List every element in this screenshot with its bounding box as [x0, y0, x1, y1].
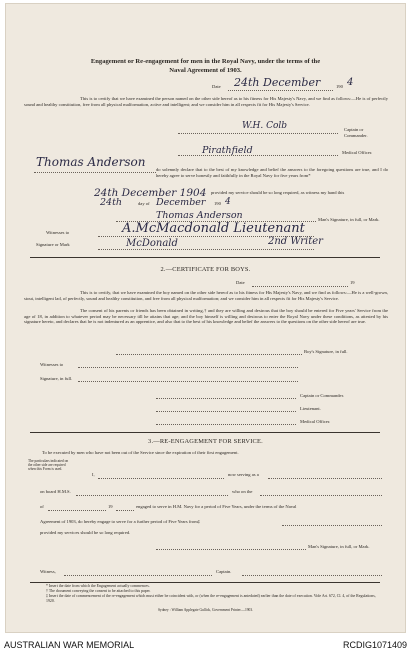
provided-text: provided my services should be so long required.	[40, 530, 131, 535]
boys-consent-paragraph: The consent of his parents or friends has been obtained in writing,† and they are willing and desirous that the boy should be entered for Five years' Service from the age of 18, in addition to whatever period may be necessary till he attains that age; and the boy himself is willing and desirous to enter the Royal Navy under these conditions, as attested by his signature hereto, and declares that he is not indentured as an apprentice, and also that to the best of his knowledge and belief the answers to the questions on the other side hereof are true.	[24, 308, 388, 325]
boys-date-line	[252, 286, 348, 287]
captain-line	[178, 133, 338, 134]
medical-signature: Pirathfield	[202, 145, 253, 156]
boys-captain-label: Captain or Commander.	[300, 393, 345, 398]
archive-footer	[0, 636, 411, 654]
i-name-line	[98, 478, 224, 479]
captain-signature: W.H. Colb	[242, 121, 288, 131]
re-witness-label: Witness,	[40, 569, 56, 574]
boys-date-label: Date	[236, 280, 245, 285]
footnote-2: † The document conveying the consent to be attached to this paper.	[46, 589, 151, 593]
witness-2-rank: 2nd Writer	[268, 236, 323, 247]
reengagement-heading: 3.—RE-ENGAGEMENT FOR SERVICE.	[148, 438, 263, 445]
printer-line: Sydney : William Applegate Gullick, Government Printer.—1903.	[157, 608, 254, 612]
footer-record-id: RCDIG1071409	[342, 640, 407, 650]
name-line	[34, 172, 156, 173]
divider-3	[30, 582, 380, 583]
witness-month: December	[156, 197, 206, 208]
re-mans-signature-label: Man's Signature, in full, or Mark.	[308, 544, 370, 549]
handwritten-date: 24th December	[234, 76, 321, 89]
footnote-3: ‡ Insert the date of commencement of the re-engagement which must either be coincident with, or (when the re-engagement is antedated) earlier than the date of execution. Vide Art. 672, Cl. 4, of the Regulations, 1920.	[46, 594, 376, 603]
witness-day: 24th	[100, 197, 123, 208]
boys-year-prefix: 19	[350, 280, 355, 285]
rating-line	[268, 478, 382, 479]
of-label: of	[40, 504, 44, 509]
boys-witness-line-2	[78, 381, 298, 382]
signature-or-mark-label: Signature or Mark	[36, 242, 70, 247]
from-date: 24th December 1904	[94, 187, 207, 199]
declare-text-head	[156, 167, 388, 178]
boys-signature-full-label: Signature, in full.	[40, 376, 73, 381]
mans-signature: Thomas Anderson	[156, 210, 243, 221]
boys-certificate-heading: 2.—CERTIFICATE FOR BOYS.	[160, 266, 251, 273]
re-captain-line	[242, 575, 382, 576]
re-captain-label: Captain.	[216, 569, 232, 574]
re-year-line	[116, 510, 134, 511]
witness-year-prefix: 190	[214, 201, 221, 206]
divider-2	[30, 432, 380, 433]
boys-captain-line	[156, 398, 296, 399]
mans-signature-label: Man's Signature, in full, or Mark.	[318, 217, 380, 222]
witness-2-line	[98, 249, 314, 250]
declare-text: do solemnly declare that to the best of my knowledge and belief the answers to the foregoing questions are true, and I do hereby agree to serve honestly and faithfully in the Royal Navy for five years from*	[156, 167, 388, 178]
person-name: Thomas Anderson	[36, 155, 146, 169]
witness-year: 4	[225, 197, 231, 207]
medical-label: Medical Officer.	[342, 150, 373, 155]
medical-line	[178, 155, 338, 156]
boys-lieutenant-label: Lieutenant.	[300, 406, 321, 411]
footer-institution: AUSTRALIAN WAR MEMORIAL	[4, 640, 135, 650]
i-label: I,	[92, 472, 95, 477]
agreement-text: Agreement of 1903, do hereby engage to serve for a further period of Five Years from‡	[40, 519, 201, 524]
day-of-label: day of	[138, 201, 150, 206]
date-line	[228, 90, 333, 91]
title-line-1: Engagement or Re-engagement for men in the Royal Navy, under the terms of the	[90, 58, 321, 65]
witnesses-label: Witnesses to	[46, 230, 70, 235]
boys-medical-line	[156, 424, 296, 425]
engaged-text: engaged to serve in H.M. Navy for a period of Five Years, under the terms of the Naval	[136, 504, 297, 509]
document-page	[6, 4, 405, 632]
declare-text-2: provided my service should be so long required, as witness my hand this	[211, 190, 345, 195]
boys-medical-label: Medical Officer.	[300, 419, 331, 424]
witness-2-signature: McDonald	[126, 238, 178, 249]
footnote-1: * Insert the date from which the Engagement actually commences.	[46, 584, 150, 588]
hms-line	[76, 495, 228, 496]
re-mans-signature-line	[156, 549, 306, 550]
boys-signature-label: Boy's Signature, in full.	[304, 349, 348, 354]
re-witness-line	[64, 575, 212, 576]
witness-1-signature: A.McMacdonald Lieutenant	[122, 221, 305, 236]
boys-witness-line-1	[78, 367, 298, 368]
who-on-line	[260, 495, 382, 496]
who-on-label: who on the	[232, 489, 253, 494]
certify-paragraph: This is to certify that we have examined the person named on the other side hereof as to his fitness for His Majesty's Navy, and we find as follows:—He is of perfectly sound and healthy constitution, free from all physical malformation, active and intelligent; and we consider him in all respects fit for His Majesty's Service.	[24, 96, 388, 107]
boys-witnesses-label: Witnesses to	[40, 362, 64, 367]
agreement-from-line	[282, 525, 382, 526]
date-label: Date	[212, 84, 221, 89]
of-line	[48, 510, 106, 511]
divider-1	[30, 257, 380, 258]
hms-label: on board H.M.S.	[40, 489, 71, 494]
now-serving-label: now serving as a	[228, 472, 259, 477]
boys-signature-line	[116, 354, 302, 355]
reengagement-intro: To be executed by men who have not been out of the Service since the expiration of their first engagement.	[42, 450, 239, 455]
handwritten-year: 4	[347, 77, 354, 88]
title-line-2: Naval Agreement of 1903.	[169, 67, 242, 74]
re-year-prefix: 19	[108, 504, 113, 509]
boys-lieutenant-line	[156, 411, 296, 412]
boys-certify-paragraph: This is to certify, that we have examined the boy named on the other side hereof as to his fitness for His Majesty's Navy, and we find as follows:—He is a well-grown, stout, intelligent lad, of perfectly, sound and healthy constitution, and free from all physical malformation; and we consider him in all respects fit for His Majesty's Service.	[24, 290, 388, 301]
captain-label: Captain or Commander.	[344, 127, 368, 138]
margin-note: The particulars indicated on the other side are required when this Form is used.	[28, 459, 69, 472]
year-printed: 190	[336, 84, 343, 89]
